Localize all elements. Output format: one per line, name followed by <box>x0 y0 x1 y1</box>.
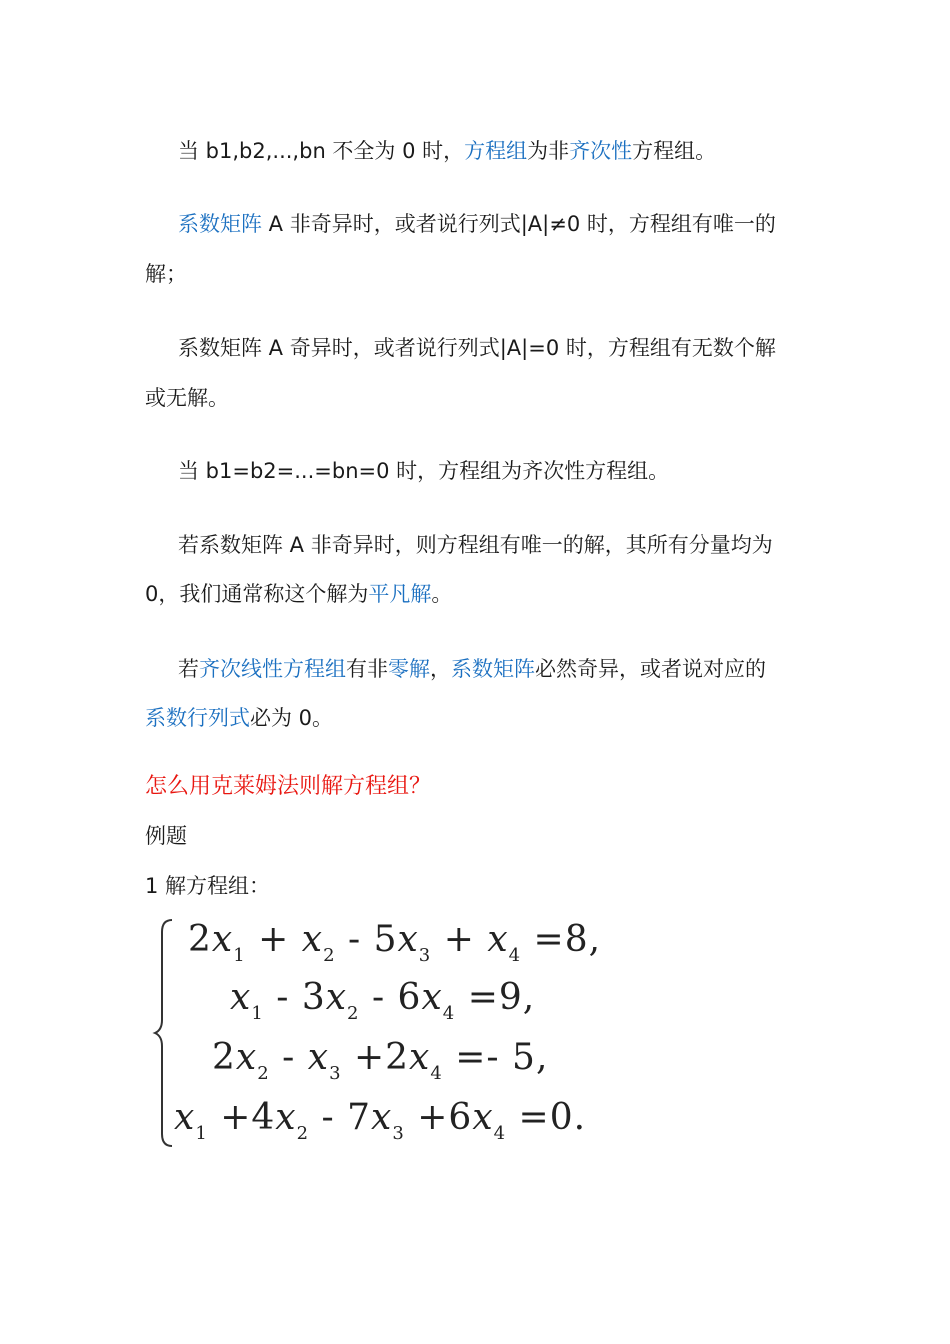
text: 。 <box>431 582 453 606</box>
equation-4 <box>174 1098 586 1154</box>
text: 为非 <box>527 139 570 163</box>
subscript: 3 <box>392 1123 405 1144</box>
link-qicixianxingfangchengzu[interactable]: 齐次线性方程组 <box>199 657 346 681</box>
op: - 3 <box>276 977 326 1018</box>
link-xishuhanglieshi[interactable]: 系数行列式 <box>145 706 250 730</box>
link-xishujuzhen-2[interactable]: 系数矩阵 <box>451 657 535 681</box>
var: x <box>230 977 252 1018</box>
paragraph-5-line-2 <box>145 580 452 608</box>
var: x <box>472 1097 494 1138</box>
link-qicixing[interactable]: 齐次性 <box>569 139 633 163</box>
var: x <box>211 919 234 960</box>
paragraph-1 <box>178 137 716 165</box>
text: 方程组。 <box>632 139 717 163</box>
rhs: =- 5, <box>455 1037 549 1078</box>
equation-2 <box>230 978 535 1034</box>
var: x <box>325 977 348 1018</box>
subscript: 4 <box>442 1003 456 1024</box>
op: +6 <box>417 1097 473 1138</box>
link-pingfanjie[interactable]: 平凡解 <box>368 582 432 606</box>
paragraph-2-line-2: 解； <box>145 262 187 286</box>
subscript: 1 <box>251 1003 264 1024</box>
problem-label: 1 解方程组： <box>145 874 271 898</box>
subscript: 2 <box>347 1003 360 1024</box>
paragraph-6-line-2 <box>145 704 333 732</box>
subscript: 2 <box>257 1063 270 1084</box>
var: x <box>397 919 419 960</box>
op: - 5 <box>347 919 398 960</box>
text: 必为 0。 <box>250 706 334 730</box>
var: x <box>275 1097 297 1138</box>
link-fangchengzu[interactable]: 方程组 <box>464 139 528 163</box>
op: + <box>258 919 290 960</box>
paragraph-6-line-1 <box>178 655 766 683</box>
example-label: 例题 <box>145 824 187 848</box>
subscript: 2 <box>296 1123 310 1144</box>
text: 有非 <box>346 657 388 681</box>
rhs: =8, <box>533 919 602 960</box>
equation-3 <box>212 1038 548 1094</box>
paragraph-4: 当 b1=b2=...=bn=0 时，方程组为齐次性方程组。 <box>178 459 670 483</box>
op: - 7 <box>321 1097 372 1138</box>
link-xishujuzhen[interactable]: 系数矩阵 <box>178 212 262 236</box>
paragraph-5-line-1: 若系数矩阵 A 非奇异时，则方程组有唯一的解，其所有分量均为 <box>178 533 773 557</box>
text: 若 <box>178 657 199 681</box>
section-heading: 怎么用克莱姆法则解方程组？ <box>145 774 432 799</box>
var: x <box>371 1097 393 1138</box>
coef: 2 <box>188 919 212 960</box>
paragraph-3-line-2: 或无解。 <box>145 386 229 410</box>
subscript: 1 <box>195 1123 208 1144</box>
coef: 2 <box>212 1037 236 1078</box>
subscript: 4 <box>493 1123 507 1144</box>
equation-system <box>150 912 650 1152</box>
text: A 非奇异时，或者说行列式|A|≠0 时，方程组有唯一的 <box>262 212 776 236</box>
op: + <box>443 919 475 960</box>
op: +4 <box>220 1097 276 1138</box>
link-lingjie[interactable]: 零解 <box>388 657 430 681</box>
subscript: 4 <box>508 945 522 966</box>
op: +2 <box>353 1037 410 1078</box>
var: x <box>235 1037 258 1078</box>
var: x <box>174 1097 196 1138</box>
paragraph-2-line-1 <box>178 210 776 238</box>
var: x <box>307 1037 330 1078</box>
rhs: =0. <box>518 1097 587 1138</box>
subscript: 3 <box>418 945 432 966</box>
var: x <box>487 919 509 960</box>
text: 必然奇异，或者说对应的 <box>535 657 766 681</box>
equation-1 <box>188 920 601 976</box>
text: 当 b1,b2,...,bn 不全为 0 时， <box>178 139 465 163</box>
rhs: =9, <box>467 977 536 1018</box>
var: x <box>409 1037 431 1078</box>
subscript: 1 <box>233 945 246 966</box>
var: x <box>301 919 324 960</box>
paragraph-3-line-1: 系数矩阵 A 奇异时，或者说行列式|A|=0 时，方程组有无数个解 <box>178 336 776 360</box>
text: ， <box>430 657 451 681</box>
op: - <box>282 1037 296 1078</box>
var: x <box>421 977 443 1018</box>
subscript: 4 <box>430 1063 443 1084</box>
subscript: 2 <box>323 945 336 966</box>
subscript: 3 <box>329 1063 342 1084</box>
text: 0，我们通常称这个解为 <box>145 582 369 606</box>
op: - 6 <box>371 977 422 1018</box>
